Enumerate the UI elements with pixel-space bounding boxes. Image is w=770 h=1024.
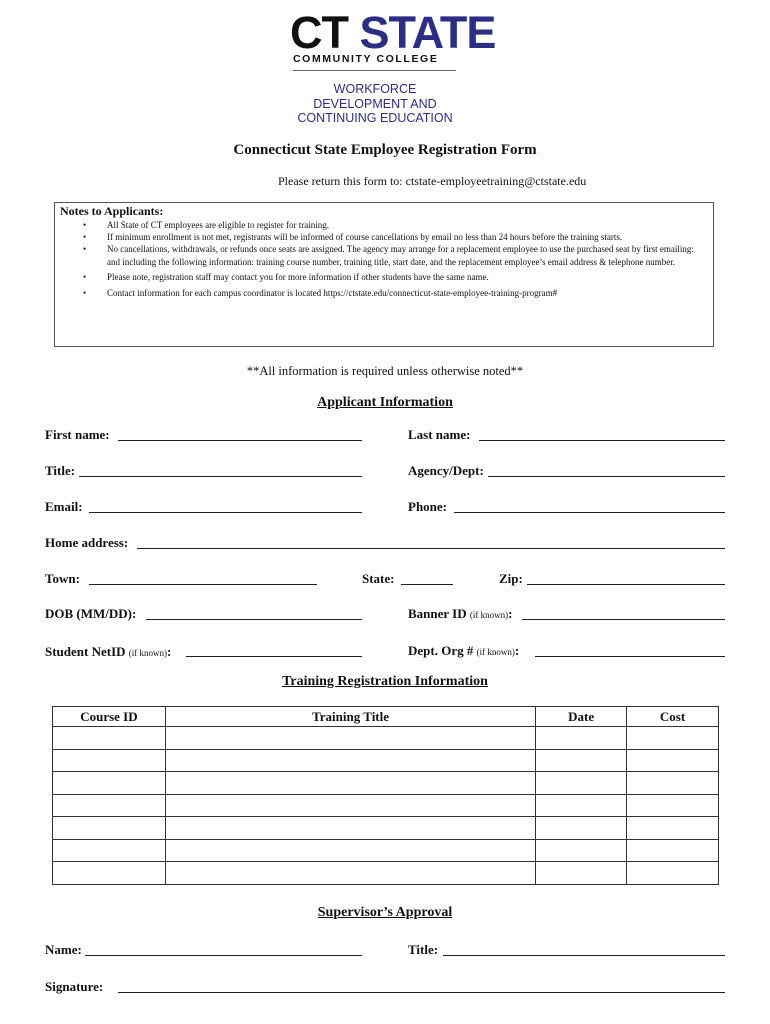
table-row — [53, 839, 719, 862]
title-label: Title: — [45, 463, 76, 478]
notes-item: • All State of CT employees are eligible to register for training. — [80, 219, 705, 231]
notes-item: • No cancellations, withdrawals, or refunds once seats are assigned. The agency may arrange for a replacement employee to use the purchased seat by first emailing: and including the following information: training course number, training title, start date, and the replacement employee’s email address & telephone number. — [80, 243, 705, 267]
table-row — [53, 794, 719, 817]
table-row — [53, 772, 719, 795]
home-address-label: Home address: — [45, 535, 129, 550]
notes-item: • Contact information for each campus coordinator is located https://ctstate.edu/connecticut-state-employee-training-program# — [80, 287, 705, 299]
col-training-title: Training Title — [165, 707, 535, 727]
phone-label: Phone: — [408, 499, 447, 514]
logo-dept-line3: CONTINUING EDUCATION — [297, 111, 453, 125]
logo-ct-text: CT — [290, 7, 348, 58]
logo-dept-line2: DEVELOPMENT AND — [313, 96, 437, 111]
training-title-cell[interactable] — [165, 817, 535, 840]
date-cell[interactable] — [536, 862, 627, 885]
dob-label: DOB (MM/DD): — [45, 606, 137, 621]
student-netid-colon: : — [167, 644, 172, 659]
course-id-cell[interactable] — [53, 839, 166, 862]
training-title-cell[interactable] — [165, 794, 535, 817]
date-cell[interactable] — [536, 772, 627, 795]
banner-id-label — [408, 606, 512, 622]
supervisor-title-field[interactable] — [443, 955, 725, 956]
cost-cell[interactable] — [627, 727, 719, 750]
banner-id-note: (if known) — [469, 610, 509, 620]
training-table — [52, 706, 719, 885]
required-note: **All information is required unless otherwise noted** — [246, 364, 524, 378]
signature-label: Signature: — [45, 979, 104, 994]
notes-item: • Please note, registration staff may contact you for more information if other students have the same name. — [80, 271, 705, 283]
ctstate-logo — [290, 6, 496, 60]
table-header-row — [53, 707, 719, 727]
title-field[interactable] — [79, 476, 362, 477]
banner-id-field[interactable] — [522, 619, 725, 620]
email-field[interactable] — [89, 512, 362, 513]
course-id-cell[interactable] — [53, 817, 166, 840]
dept-org-note: (if known) — [476, 647, 515, 657]
dob-field[interactable] — [146, 619, 362, 620]
date-cell[interactable] — [536, 817, 627, 840]
dept-org-colon: : — [514, 643, 520, 658]
table-row — [53, 727, 719, 750]
dept-org-text: Dept. Org # — [408, 643, 474, 658]
date-cell[interactable] — [536, 839, 627, 862]
cost-cell[interactable] — [627, 794, 719, 817]
cost-cell[interactable] — [627, 749, 719, 772]
agency-field[interactable] — [488, 476, 725, 477]
logo-dept-line1: WORKFORCE — [333, 82, 417, 96]
supervisor-title-label: Title: — [408, 942, 439, 957]
course-id-cell[interactable] — [53, 794, 166, 817]
logo-state-text: STATE — [359, 7, 496, 58]
applicant-section-title: Applicant Information — [317, 395, 453, 410]
state-label: State: — [362, 571, 395, 586]
logo-department — [290, 82, 460, 126]
supervisor-name-field[interactable] — [85, 955, 362, 956]
training-title-cell[interactable] — [165, 862, 535, 885]
date-cell[interactable] — [536, 727, 627, 750]
training-section-title: Training Registration Information — [282, 674, 488, 689]
dept-org-label — [408, 643, 519, 659]
col-date: Date — [536, 707, 627, 727]
cost-cell[interactable] — [627, 839, 719, 862]
cost-cell[interactable] — [627, 817, 719, 840]
date-cell[interactable] — [536, 749, 627, 772]
email-label: Email: — [45, 499, 83, 514]
last-name-label: Last name: — [408, 427, 471, 442]
course-id-cell[interactable] — [53, 727, 166, 750]
notes-title: Notes to Applicants: — [60, 204, 164, 218]
student-netid-field[interactable] — [186, 656, 362, 657]
form-title: Connecticut State Employee Registration Form — [233, 142, 537, 158]
town-field[interactable] — [89, 584, 317, 585]
last-name-field[interactable] — [479, 440, 725, 441]
notes-list — [80, 219, 705, 299]
banner-id-text: Banner ID — [408, 606, 467, 621]
banner-id-colon: : — [508, 606, 513, 621]
town-label: Town: — [45, 571, 80, 586]
course-id-cell[interactable] — [53, 862, 166, 885]
agency-label: Agency/Dept: — [408, 463, 484, 478]
logo-divider — [293, 70, 456, 71]
col-cost: Cost — [627, 707, 719, 727]
table-row — [53, 749, 719, 772]
home-address-field[interactable] — [137, 548, 725, 549]
cost-cell[interactable] — [627, 772, 719, 795]
zip-label: Zip: — [499, 571, 523, 586]
course-id-cell[interactable] — [53, 749, 166, 772]
training-title-cell[interactable] — [165, 749, 535, 772]
training-title-cell[interactable] — [165, 727, 535, 750]
student-netid-label — [45, 644, 171, 660]
training-title-cell[interactable] — [165, 839, 535, 862]
supervisor-name-label: Name: — [45, 942, 82, 957]
student-netid-text: Student NetID — [45, 644, 126, 659]
training-title-cell[interactable] — [165, 772, 535, 795]
notes-item: • If minimum enrollment is not met, registrants will be informed of course cancellations by email no less than 24 hours before the training starts. — [80, 231, 705, 243]
table-row — [53, 862, 719, 885]
table-row — [53, 817, 719, 840]
first-name-label: First name: — [45, 427, 110, 442]
col-course-id: Course ID — [53, 707, 166, 727]
signature-field[interactable] — [118, 992, 725, 993]
first-name-field[interactable] — [118, 440, 362, 441]
state-field[interactable] — [401, 584, 453, 585]
supervisor-section-title: Supervisor’s Approval — [317, 905, 453, 920]
return-instructions: Please return this form to: ctstate-employeetraining@ctstate.edu — [278, 174, 587, 188]
zip-field[interactable] — [527, 584, 725, 585]
cost-cell[interactable] — [627, 862, 719, 885]
student-netid-note: (if known) — [128, 648, 168, 658]
course-id-cell[interactable] — [53, 772, 166, 795]
phone-field[interactable] — [454, 512, 725, 513]
dept-org-field[interactable] — [535, 656, 725, 657]
logo-college-text: COMMUNITY COLLEGE — [293, 53, 439, 65]
date-cell[interactable] — [536, 794, 627, 817]
